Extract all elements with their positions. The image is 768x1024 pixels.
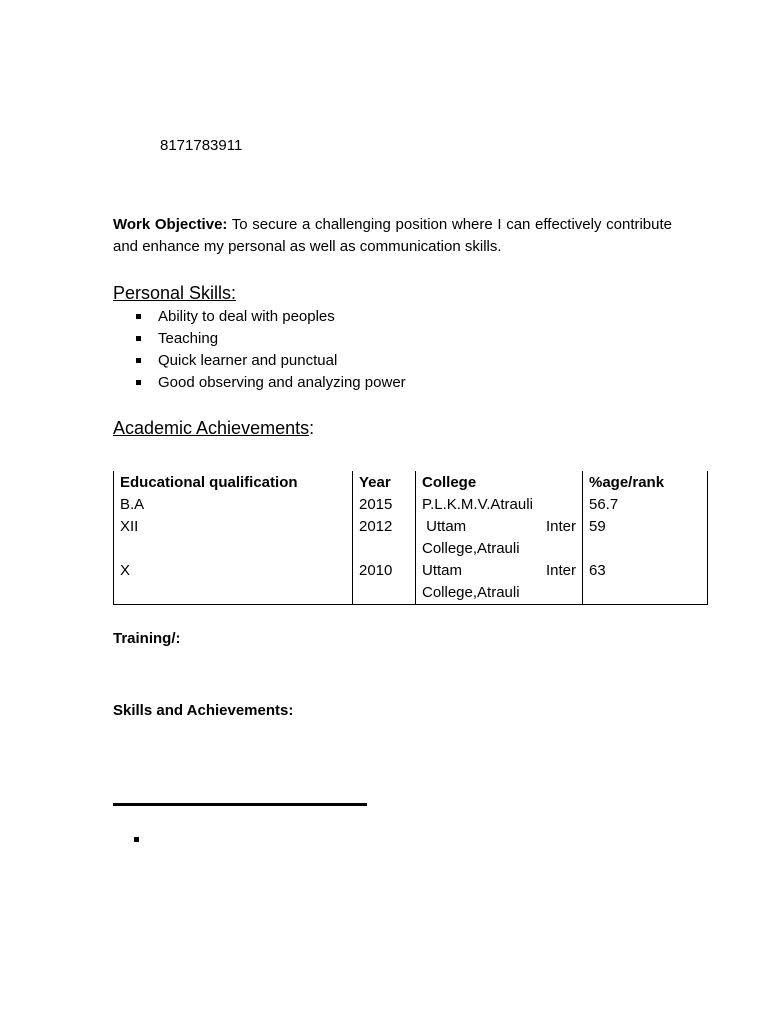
cell-qualification: XII xyxy=(114,516,353,560)
table-row xyxy=(114,494,708,516)
college-name-part: Inter xyxy=(545,562,576,579)
work-objective-text: To secure a challenging position where I can effectively contribute and enhance my personal as well as communication skills. xyxy=(113,216,673,255)
cell-rank: 59 xyxy=(583,516,708,560)
college-name-part: Uttam xyxy=(422,518,467,535)
college-line xyxy=(422,560,576,582)
cell-year: 2010 xyxy=(353,560,416,605)
table-header-row xyxy=(114,471,708,494)
cell-qualification: B.A xyxy=(114,494,353,516)
column-header-college: College xyxy=(416,471,583,494)
training-heading: Training/: xyxy=(113,630,181,647)
cell-college xyxy=(416,560,583,605)
academic-achievements-heading xyxy=(113,418,314,439)
list-item: Quick learner and punctual xyxy=(136,350,406,372)
phone-number: 8171783911 xyxy=(160,137,243,154)
personal-skills-title: Personal Skills: xyxy=(113,283,237,303)
college-name-part: College,Atrauli xyxy=(422,540,520,557)
column-header-year: Year xyxy=(353,471,416,494)
cell-rank: 56.7 xyxy=(583,494,708,516)
academic-achievements-title: Academic Achievements xyxy=(113,418,310,438)
college-name-part: Inter xyxy=(545,518,576,535)
education-table xyxy=(113,471,708,605)
list-item: Teaching xyxy=(136,328,406,350)
cell-rank: 63 xyxy=(583,560,708,605)
work-objective xyxy=(113,214,672,258)
personal-skills-heading xyxy=(113,283,236,304)
cell-college xyxy=(416,494,583,516)
cell-qualification: X xyxy=(114,560,353,605)
work-objective-label: Work Objective: xyxy=(113,216,228,233)
cell-year: 2015 xyxy=(353,494,416,516)
cell-year: 2012 xyxy=(353,516,416,560)
column-header-qualification: Educational qualification xyxy=(114,471,353,494)
table-row xyxy=(114,560,708,605)
college-name-part: College,Atrauli xyxy=(422,584,520,601)
personal-skills-list xyxy=(136,306,406,394)
skills-achievements-heading: Skills and Achievements: xyxy=(113,702,294,719)
column-header-rank: %age/rank xyxy=(583,471,708,494)
bullet-icon xyxy=(134,837,139,842)
college-name-part: Uttam xyxy=(422,562,463,579)
horizontal-rule xyxy=(113,803,367,806)
list-item: Good observing and analyzing power xyxy=(136,372,406,394)
table-row xyxy=(114,516,708,560)
list-item: Ability to deal with peoples xyxy=(136,306,406,328)
academic-achievements-colon: : xyxy=(309,418,315,438)
college-name: P.L.K.M.V.Atrauli xyxy=(422,496,533,513)
college-line xyxy=(422,516,576,538)
cell-college xyxy=(416,516,583,560)
